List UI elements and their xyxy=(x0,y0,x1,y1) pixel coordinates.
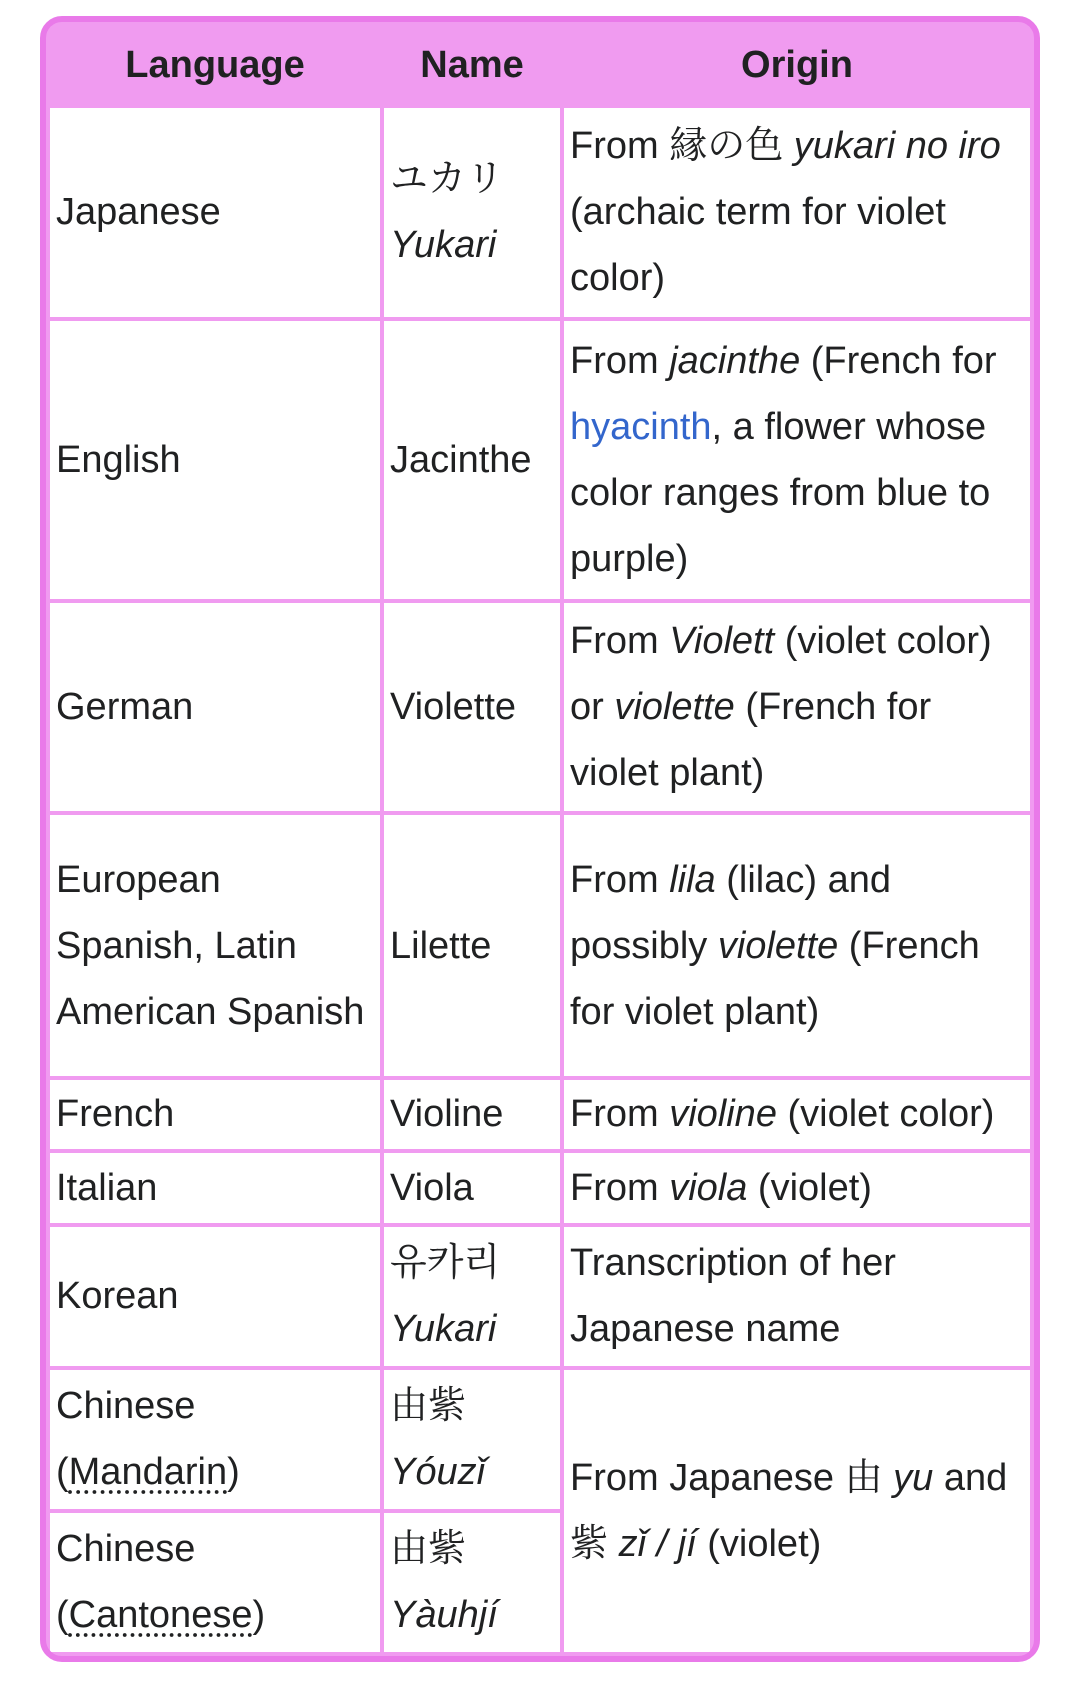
origin-italic: jacinthe xyxy=(669,339,801,382)
mandarin-link[interactable]: Mandarin xyxy=(68,1451,228,1494)
name-roman: Yàuhjí xyxy=(390,1594,498,1637)
origin-text: (lilac) and possibly xyxy=(570,858,891,967)
origin-cell: Transcription of her Japanese name xyxy=(564,1227,1030,1366)
origin-italic: viola xyxy=(669,1166,748,1209)
origin-text: From xyxy=(570,858,670,901)
origin-text: From xyxy=(570,620,670,663)
table-row xyxy=(50,321,1030,599)
table-row xyxy=(50,108,1030,317)
name-native: 유카리 xyxy=(390,1242,501,1285)
origin-text: (violet color) or xyxy=(570,620,992,729)
name-roman: Yukari xyxy=(390,224,497,267)
header-language: Language xyxy=(50,26,380,104)
name-roman: Yukari xyxy=(390,1308,497,1351)
name-cell: Violine xyxy=(384,1080,560,1150)
origin-cell xyxy=(564,1080,1030,1150)
language-cell: English xyxy=(50,321,380,599)
origin-text: From xyxy=(570,1093,670,1136)
origin-text: (violet color) xyxy=(776,1093,995,1136)
origin-native: 紫 xyxy=(570,1522,609,1565)
name-cell xyxy=(384,1370,560,1509)
language-cell: Italian xyxy=(50,1153,380,1223)
language-text: ) xyxy=(227,1451,240,1494)
name-cell xyxy=(384,108,560,317)
origin-text: From xyxy=(570,339,670,382)
origin-cell xyxy=(564,603,1030,812)
origin-cell xyxy=(564,1153,1030,1223)
origin-text: From xyxy=(570,125,670,168)
table-row xyxy=(50,1227,1030,1366)
table-row xyxy=(50,1153,1030,1223)
origin-italic: yukari no iro xyxy=(783,125,1001,168)
name-native: 由紫 xyxy=(390,1385,467,1428)
language-cell xyxy=(50,1513,380,1652)
language-text: Chinese ( xyxy=(56,1385,196,1494)
origin-text: (French for violet plant) xyxy=(570,686,932,795)
name-native: ユカリ xyxy=(390,158,505,201)
origin-text: (archaic term for violet color) xyxy=(570,191,946,300)
origin-italic: violette xyxy=(614,686,735,729)
name-cell: Lilette xyxy=(384,815,560,1075)
language-cell: Korean xyxy=(50,1227,380,1366)
origin-italic: yu xyxy=(882,1456,934,1499)
cantonese-link[interactable]: Cantonese xyxy=(68,1594,253,1637)
origin-cell xyxy=(564,108,1030,317)
origin-native: 由 xyxy=(844,1456,883,1499)
origin-italic: zǐ / jí xyxy=(608,1522,697,1565)
header-name: Name xyxy=(384,26,560,104)
table-row xyxy=(50,1080,1030,1150)
origin-native: 縁の色 xyxy=(669,125,784,168)
hyacinth-link[interactable]: hyacinth xyxy=(570,405,712,448)
origin-text: (violet) xyxy=(696,1522,822,1565)
table-row xyxy=(50,1370,1030,1509)
origin-italic: Violett xyxy=(669,620,775,663)
language-text: ) xyxy=(252,1594,266,1637)
origin-text: (French for violet plant) xyxy=(570,924,980,1033)
origin-text: From Japanese xyxy=(570,1456,845,1499)
language-cell xyxy=(50,1370,380,1509)
header-row xyxy=(50,26,1030,104)
table-row xyxy=(50,603,1030,812)
language-cell: European Spanish, Latin American Spanish xyxy=(50,815,380,1075)
name-cell xyxy=(384,1227,560,1366)
language-cell: Japanese xyxy=(50,108,380,317)
character-names-table xyxy=(40,16,1040,1662)
origin-cell xyxy=(564,1370,1030,1652)
origin-cell xyxy=(564,321,1030,599)
origin-italic: lila xyxy=(669,858,716,901)
name-cell: Violette xyxy=(384,603,560,812)
origin-text: (violet) xyxy=(747,1166,872,1209)
name-roman: Yóuzǐ xyxy=(390,1451,486,1494)
header-origin: Origin xyxy=(564,26,1030,104)
origin-italic: violine xyxy=(669,1093,777,1136)
table-row xyxy=(50,815,1030,1075)
origin-text: From xyxy=(570,1166,670,1209)
origin-text: and xyxy=(933,1456,1008,1499)
origin-italic: violette xyxy=(717,924,839,967)
names-table xyxy=(46,22,1034,1656)
origin-cell xyxy=(564,815,1030,1075)
origin-text: (French for xyxy=(800,339,997,382)
language-cell: French xyxy=(50,1080,380,1150)
name-native: 由紫 xyxy=(390,1528,467,1571)
name-cell: Viola xyxy=(384,1153,560,1223)
name-cell: Jacinthe xyxy=(384,321,560,599)
origin-text: , a flower whose color ranges from blue to purple) xyxy=(570,405,991,580)
name-cell xyxy=(384,1513,560,1652)
language-text: Chinese ( xyxy=(56,1528,196,1637)
language-cell: German xyxy=(50,603,380,812)
